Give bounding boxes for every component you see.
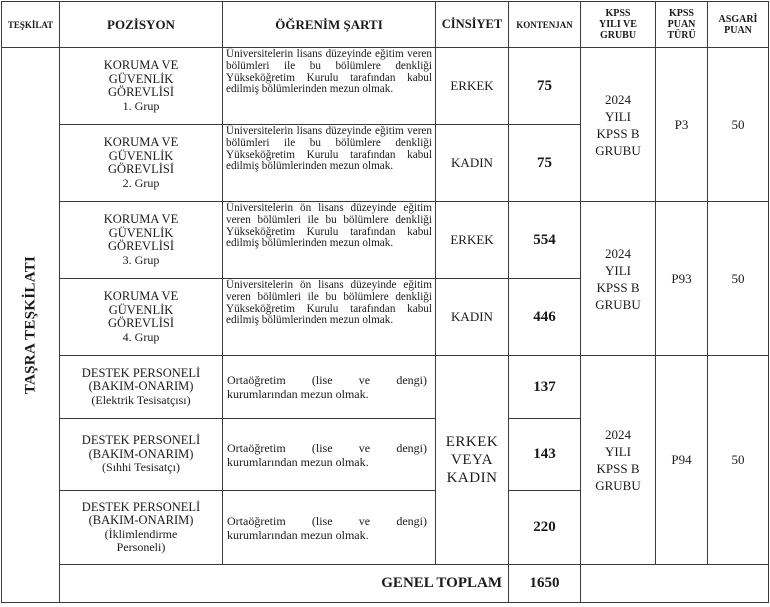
quota-cell: 143 xyxy=(509,419,581,491)
quota-cell: 75 xyxy=(509,48,581,125)
section-label-cell xyxy=(2,48,60,603)
position-line: DESTEK PERSONELİ xyxy=(81,365,201,380)
header-cinsiyet: CİNSİYET xyxy=(436,2,509,48)
total-value: 1650 xyxy=(509,565,581,603)
table-row xyxy=(2,356,769,419)
table-row xyxy=(2,202,769,279)
kpss-year-line: KPSS B xyxy=(596,125,640,141)
kpss-year-line: 2024 xyxy=(605,245,631,261)
requirement-cell: Ortaöğretim (lise ve dengi) kurumlarından mezun olmak. xyxy=(223,419,436,491)
position-line: GÖREVLİSİ xyxy=(108,316,174,330)
min-score-cell: 50 xyxy=(708,356,769,565)
gender-line: ERKEK xyxy=(445,434,499,450)
kpss-year-line: YILI xyxy=(605,444,631,459)
position-line: DESTEK PERSONELİ xyxy=(81,499,201,514)
quota-cell: 446 xyxy=(509,279,581,356)
score-type-cell: P3 xyxy=(656,48,708,202)
kpss-year-line: KPSS B xyxy=(596,279,640,295)
header-pozisyon: POZİSYON xyxy=(60,2,223,48)
position-line: (BAKIM-ONARIM) xyxy=(88,446,194,461)
requirement-cell: Üniversitelerin ön lisans düzeyinde eğitim veren bölümleri ile bu bölümlere denkliği Yükseköğretim Kurulu tarafından kabul edilmiş bölümlerinden mezun olmak. xyxy=(223,279,436,356)
score-type-cell: P94 xyxy=(656,356,708,565)
position-group: 2. Grup xyxy=(122,175,160,190)
position-group: 3. Grup xyxy=(122,252,160,267)
header-kpss-puan-line1: KPSS xyxy=(668,8,694,19)
kpss-year-cell xyxy=(581,202,656,356)
header-kpss-puan-line2: PUAN xyxy=(667,19,696,30)
position-line: KORUMA VE xyxy=(103,212,179,226)
position-line: KORUMA VE xyxy=(103,289,179,303)
header-asgari-line1: ASGARİ xyxy=(718,13,758,25)
position-cell xyxy=(60,279,223,356)
kpss-year-line: KPSS B xyxy=(596,461,640,476)
gender-cell: ERKEK xyxy=(436,48,509,125)
positions-table xyxy=(1,1,769,603)
position-cell xyxy=(60,48,223,125)
kpss-year-line: YILI xyxy=(605,108,631,124)
header-asgari-line2: PUAN xyxy=(724,24,752,36)
position-line: KORUMA VE xyxy=(103,58,179,72)
position-line: GÖREVLİSİ xyxy=(108,239,174,253)
position-group: (İklimlendirme xyxy=(104,526,178,541)
kpss-year-line: 2024 xyxy=(605,427,631,442)
quota-cell: 75 xyxy=(509,125,581,202)
quota-cell: 554 xyxy=(509,202,581,279)
position-group: 1. Grup xyxy=(122,98,160,113)
gender-cell: ERKEK xyxy=(436,202,509,279)
position-line: GÜVENLİK xyxy=(108,71,174,86)
position-line: GÜVENLİK xyxy=(108,225,174,240)
header-kpss-yili-line2: YILI VE xyxy=(599,19,637,30)
gender-line: VEYA xyxy=(451,452,493,468)
requirement-cell: Üniversitelerin ön lisans düzeyinde eğitim veren bölümleri ile bu bölümlere denkliği Yükseköğretim Kurulu tarafından kabul edilmiş bölümlerinden mezun olmak. xyxy=(223,202,436,279)
position-line: (BAKIM-ONARIM) xyxy=(88,379,194,394)
header-row xyxy=(2,2,769,48)
total-label: GENEL TOPLAM xyxy=(60,565,509,603)
header-asgari xyxy=(708,2,769,48)
quota-cell: 220 xyxy=(509,491,581,565)
header-kpss-yili-line1: KPSS xyxy=(605,8,631,19)
position-cell xyxy=(60,419,223,491)
header-kontenjan: KONTENJAN xyxy=(509,2,581,48)
position-cell xyxy=(60,202,223,279)
position-line: GÖREVLİSİ xyxy=(108,85,174,99)
kpss-year-cell xyxy=(581,48,656,202)
total-empty-cell xyxy=(581,565,769,603)
position-line: KORUMA VE xyxy=(103,135,179,149)
kpss-year-line: GRUBU xyxy=(595,142,641,158)
section-label: TAŞRA TEŞKİLATI xyxy=(22,255,38,395)
position-line: (BAKIM-ONARIM) xyxy=(88,513,194,527)
gender-line: KADIN xyxy=(446,470,498,486)
position-group: 4. Grup xyxy=(122,329,160,344)
position-line: GÜVENLİK xyxy=(108,302,174,317)
kpss-year-line: GRUBU xyxy=(595,296,641,312)
position-line: DESTEK PERSONELİ xyxy=(81,433,201,448)
min-score-cell: 50 xyxy=(708,48,769,202)
position-cell xyxy=(60,125,223,202)
header-ogrenim: ÖĞRENİM ŞARTI xyxy=(223,2,436,48)
position-group: Personeli) xyxy=(116,540,166,554)
total-row xyxy=(2,565,769,603)
kpss-year-line: GRUBU xyxy=(595,478,641,493)
position-group: (Elektrik Tesisatçısı) xyxy=(91,392,191,407)
position-group: (Sıhhi Tesisatçı) xyxy=(102,460,180,475)
header-kpss-yili xyxy=(581,2,656,48)
kpss-year-line: YILI xyxy=(605,262,631,278)
gender-cell: KADIN xyxy=(436,125,509,202)
header-kpss-yili-line3: GRUBU xyxy=(599,30,637,41)
position-cell xyxy=(60,491,223,565)
merged-gender-cell xyxy=(436,356,509,565)
position-line: GÖREVLİSİ xyxy=(108,162,174,176)
requirement-cell: Ortaöğretim (lise ve dengi) kurumlarından mezun olmak. xyxy=(223,356,436,419)
header-kpss-puan xyxy=(656,2,708,48)
position-line: GÜVENLİK xyxy=(108,148,174,163)
score-type-cell: P93 xyxy=(656,202,708,356)
table-row xyxy=(2,48,769,125)
header-teskilat: TEŞKİLAT xyxy=(2,2,60,48)
requirement-cell: Üniversitelerin lisans düzeyinde eğitim veren bölümleri ile bu bölümlere denkliği Yükseköğretim Kurulu tarafından kabul edilmiş bölümlerinden mezun olmak. xyxy=(223,125,436,202)
min-score-cell: 50 xyxy=(708,202,769,356)
header-kpss-puan-line3: TÜRÜ xyxy=(667,30,696,41)
gender-cell: KADIN xyxy=(436,279,509,356)
position-cell xyxy=(60,356,223,419)
quota-cell: 137 xyxy=(509,356,581,419)
kpss-year-line: 2024 xyxy=(605,91,631,107)
requirement-cell: Üniversitelerin lisans düzeyinde eğitim veren bölümleri ile bu bölümlere denkliği Yükseköğretim Kurulu tarafından kabul edilmiş bölümlerinden mezun olmak. xyxy=(223,48,436,125)
kpss-year-cell xyxy=(581,356,656,565)
requirement-cell: Ortaöğretim (lise ve dengi) kurumlarından mezun olmak. xyxy=(223,491,436,565)
